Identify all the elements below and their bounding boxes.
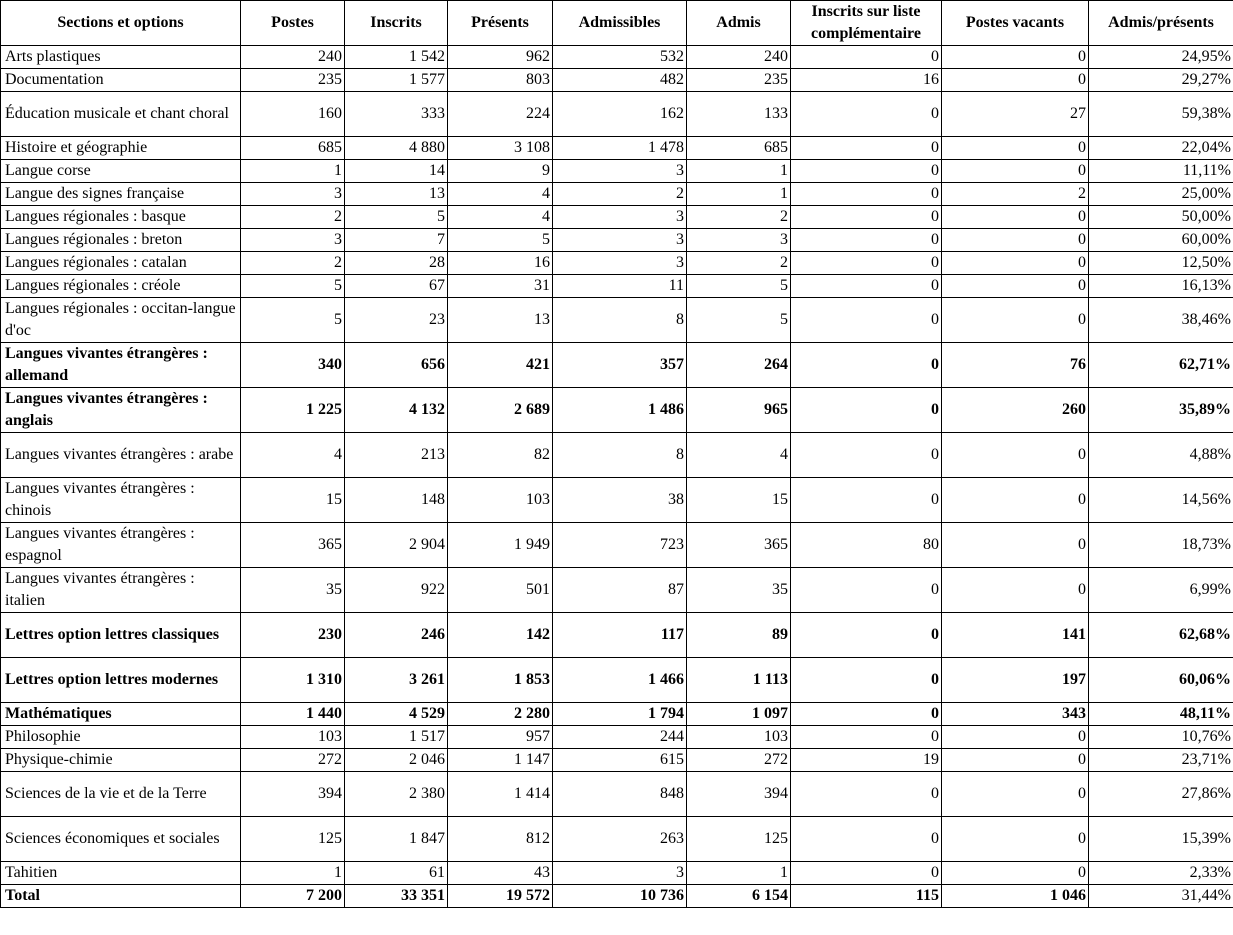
value-cell: 61	[345, 862, 448, 885]
table-row	[1, 817, 1233, 862]
value-cell: 1 517	[345, 726, 448, 749]
value-cell: 1 310	[241, 658, 345, 703]
value-cell: 2	[241, 206, 345, 229]
value-cell: 1 147	[448, 749, 553, 772]
value-cell: 0	[791, 298, 942, 343]
col-header-admis: Admis	[687, 1, 791, 46]
value-cell: 365	[687, 523, 791, 568]
value-cell: 16	[791, 69, 942, 92]
table-row	[1, 69, 1233, 92]
value-cell: 15,39%	[1089, 817, 1233, 862]
value-cell: 62,68%	[1089, 613, 1233, 658]
value-cell: 615	[553, 749, 687, 772]
value-cell: 5	[448, 229, 553, 252]
section-name-cell: Langue des signes française	[1, 183, 241, 206]
table-row	[1, 523, 1233, 568]
value-cell: 103	[241, 726, 345, 749]
total-cell: 7 200	[241, 885, 345, 908]
value-cell: 25,00%	[1089, 183, 1233, 206]
total-cell: 6 154	[687, 885, 791, 908]
value-cell: 365	[241, 523, 345, 568]
value-cell: 13	[345, 183, 448, 206]
table-row	[1, 433, 1233, 478]
value-cell: 3	[553, 252, 687, 275]
value-cell: 0	[942, 137, 1089, 160]
col-header-admissibles: Admissibles	[553, 1, 687, 46]
table-row	[1, 160, 1233, 183]
section-name-cell: Langues vivantes étrangères : allemand	[1, 343, 241, 388]
value-cell: 1	[687, 160, 791, 183]
value-cell: 87	[553, 568, 687, 613]
table-row	[1, 298, 1233, 343]
value-cell: 11,11%	[1089, 160, 1233, 183]
table-row	[1, 703, 1233, 726]
value-cell: 4	[448, 206, 553, 229]
value-cell: 656	[345, 343, 448, 388]
value-cell: 340	[241, 343, 345, 388]
value-cell: 0	[791, 817, 942, 862]
value-cell: 264	[687, 343, 791, 388]
value-cell: 4,88%	[1089, 433, 1233, 478]
value-cell: 10,76%	[1089, 726, 1233, 749]
total-label: Total	[1, 885, 241, 908]
table-row	[1, 478, 1233, 523]
value-cell: 38	[553, 478, 687, 523]
table-row	[1, 613, 1233, 658]
value-cell: 263	[553, 817, 687, 862]
value-cell: 3	[241, 229, 345, 252]
value-cell: 848	[553, 772, 687, 817]
value-cell: 19	[791, 749, 942, 772]
value-cell: 2 280	[448, 703, 553, 726]
value-cell: 957	[448, 726, 553, 749]
value-cell: 1 949	[448, 523, 553, 568]
value-cell: 103	[448, 478, 553, 523]
section-name-cell: Éducation musicale et chant choral	[1, 92, 241, 137]
value-cell: 3 108	[448, 137, 553, 160]
section-name-cell: Langues vivantes étrangères : chinois	[1, 478, 241, 523]
table-row	[1, 183, 1233, 206]
value-cell: 2 046	[345, 749, 448, 772]
value-cell: 59,38%	[1089, 92, 1233, 137]
value-cell: 1 486	[553, 388, 687, 433]
value-cell: 685	[687, 137, 791, 160]
value-cell: 76	[942, 343, 1089, 388]
value-cell: 6,99%	[1089, 568, 1233, 613]
value-cell: 3	[241, 183, 345, 206]
value-cell: 421	[448, 343, 553, 388]
value-cell: 18,73%	[1089, 523, 1233, 568]
value-cell: 5	[241, 275, 345, 298]
section-name-cell: Langues vivantes étrangères : italien	[1, 568, 241, 613]
value-cell: 246	[345, 613, 448, 658]
value-cell: 235	[241, 69, 345, 92]
table-row	[1, 772, 1233, 817]
value-cell: 1 847	[345, 817, 448, 862]
value-cell: 1	[241, 862, 345, 885]
value-cell: 5	[345, 206, 448, 229]
col-header-sections: Sections et options	[1, 1, 241, 46]
col-header-presents: Présents	[448, 1, 553, 46]
value-cell: 7	[345, 229, 448, 252]
value-cell: 0	[942, 478, 1089, 523]
value-cell: 148	[345, 478, 448, 523]
table-row	[1, 568, 1233, 613]
value-cell: 3	[553, 160, 687, 183]
value-cell: 0	[791, 92, 942, 137]
table-row	[1, 862, 1233, 885]
value-cell: 0	[791, 862, 942, 885]
value-cell: 8	[553, 433, 687, 478]
value-cell: 197	[942, 658, 1089, 703]
value-cell: 4 529	[345, 703, 448, 726]
value-cell: 3	[553, 862, 687, 885]
value-cell: 12,50%	[1089, 252, 1233, 275]
value-cell: 803	[448, 69, 553, 92]
value-cell: 43	[448, 862, 553, 885]
value-cell: 0	[942, 206, 1089, 229]
value-cell: 357	[553, 343, 687, 388]
section-name-cell: Sciences de la vie et de la Terre	[1, 772, 241, 817]
value-cell: 82	[448, 433, 553, 478]
value-cell: 24,95%	[1089, 46, 1233, 69]
value-cell: 2,33%	[1089, 862, 1233, 885]
value-cell: 0	[942, 229, 1089, 252]
section-name-cell: Lettres option lettres classiques	[1, 613, 241, 658]
section-name-cell: Langues régionales : occitan-langue d'oc	[1, 298, 241, 343]
value-cell: 27,86%	[1089, 772, 1233, 817]
value-cell: 0	[791, 703, 942, 726]
table-row	[1, 726, 1233, 749]
value-cell: 15	[241, 478, 345, 523]
value-cell: 482	[553, 69, 687, 92]
value-cell: 1	[687, 183, 791, 206]
value-cell: 2	[553, 183, 687, 206]
value-cell: 0	[942, 46, 1089, 69]
value-cell: 0	[791, 46, 942, 69]
total-cell: 1 046	[942, 885, 1089, 908]
value-cell: 13	[448, 298, 553, 343]
value-cell: 4	[687, 433, 791, 478]
value-cell: 333	[345, 92, 448, 137]
value-cell: 2 689	[448, 388, 553, 433]
value-cell: 3 261	[345, 658, 448, 703]
value-cell: 1 542	[345, 46, 448, 69]
value-cell: 1 466	[553, 658, 687, 703]
value-cell: 1 225	[241, 388, 345, 433]
col-header-postes: Postes	[241, 1, 345, 46]
value-cell: 62,71%	[1089, 343, 1233, 388]
value-cell: 80	[791, 523, 942, 568]
section-name-cell: Langues régionales : catalan	[1, 252, 241, 275]
value-cell: 0	[791, 137, 942, 160]
value-cell: 4 132	[345, 388, 448, 433]
total-cell: 10 736	[553, 885, 687, 908]
value-cell: 141	[942, 613, 1089, 658]
value-cell: 133	[687, 92, 791, 137]
value-cell: 125	[241, 817, 345, 862]
value-cell: 16	[448, 252, 553, 275]
value-cell: 50,00%	[1089, 206, 1233, 229]
table-row	[1, 229, 1233, 252]
table-row	[1, 388, 1233, 433]
value-cell: 0	[942, 298, 1089, 343]
value-cell: 23	[345, 298, 448, 343]
value-cell: 14	[345, 160, 448, 183]
value-cell: 0	[942, 252, 1089, 275]
section-name-cell: Langues régionales : créole	[1, 275, 241, 298]
value-cell: 23,71%	[1089, 749, 1233, 772]
value-cell: 812	[448, 817, 553, 862]
total-cell: 31,44%	[1089, 885, 1233, 908]
value-cell: 0	[791, 183, 942, 206]
table-row	[1, 252, 1233, 275]
value-cell: 35,89%	[1089, 388, 1233, 433]
value-cell: 28	[345, 252, 448, 275]
col-header-inscrits: Inscrits	[345, 1, 448, 46]
value-cell: 9	[448, 160, 553, 183]
value-cell: 0	[791, 772, 942, 817]
value-cell: 35	[241, 568, 345, 613]
section-name-cell: Langues vivantes étrangères : anglais	[1, 388, 241, 433]
value-cell: 8	[553, 298, 687, 343]
value-cell: 965	[687, 388, 791, 433]
value-cell: 0	[791, 252, 942, 275]
value-cell: 1 113	[687, 658, 791, 703]
value-cell: 962	[448, 46, 553, 69]
section-name-cell: Documentation	[1, 69, 241, 92]
value-cell: 60,06%	[1089, 658, 1233, 703]
value-cell: 230	[241, 613, 345, 658]
section-name-cell: Langues vivantes étrangères : arabe	[1, 433, 241, 478]
value-cell: 1 478	[553, 137, 687, 160]
value-cell: 142	[448, 613, 553, 658]
value-cell: 27	[942, 92, 1089, 137]
value-cell: 0	[791, 726, 942, 749]
value-cell: 0	[791, 343, 942, 388]
col-header-liste-complementaire: Inscrits sur liste complémentaire	[791, 1, 942, 46]
value-cell: 0	[791, 613, 942, 658]
value-cell: 723	[553, 523, 687, 568]
value-cell: 213	[345, 433, 448, 478]
value-cell: 1 577	[345, 69, 448, 92]
value-cell: 48,11%	[1089, 703, 1233, 726]
value-cell: 2	[687, 252, 791, 275]
section-name-cell: Tahitien	[1, 862, 241, 885]
value-cell: 2 904	[345, 523, 448, 568]
value-cell: 2	[241, 252, 345, 275]
value-cell: 5	[687, 275, 791, 298]
table-header	[1, 1, 1233, 46]
value-cell: 260	[942, 388, 1089, 433]
section-name-cell: Langues régionales : basque	[1, 206, 241, 229]
value-cell: 11	[553, 275, 687, 298]
section-name-cell: Langues vivantes étrangères : espagnol	[1, 523, 241, 568]
value-cell: 125	[687, 817, 791, 862]
value-cell: 272	[687, 749, 791, 772]
value-cell: 1 794	[553, 703, 687, 726]
section-name-cell: Histoire et géographie	[1, 137, 241, 160]
value-cell: 240	[241, 46, 345, 69]
value-cell: 2 380	[345, 772, 448, 817]
value-cell: 1	[241, 160, 345, 183]
value-cell: 0	[791, 433, 942, 478]
value-cell: 532	[553, 46, 687, 69]
table-row	[1, 343, 1233, 388]
value-cell: 89	[687, 613, 791, 658]
value-cell: 240	[687, 46, 791, 69]
table-row	[1, 137, 1233, 160]
value-cell: 0	[942, 772, 1089, 817]
value-cell: 0	[791, 206, 942, 229]
value-cell: 38,46%	[1089, 298, 1233, 343]
value-cell: 0	[942, 433, 1089, 478]
table-body	[1, 46, 1233, 908]
value-cell: 60,00%	[1089, 229, 1233, 252]
value-cell: 0	[791, 160, 942, 183]
value-cell: 0	[791, 478, 942, 523]
header-row	[1, 1, 1233, 46]
value-cell: 2	[687, 206, 791, 229]
value-cell: 4	[241, 433, 345, 478]
value-cell: 29,27%	[1089, 69, 1233, 92]
value-cell: 103	[687, 726, 791, 749]
value-cell: 0	[942, 275, 1089, 298]
value-cell: 0	[791, 229, 942, 252]
value-cell: 1 440	[241, 703, 345, 726]
table-row	[1, 46, 1233, 69]
table-row	[1, 275, 1233, 298]
section-name-cell: Lettres option lettres modernes	[1, 658, 241, 703]
value-cell: 3	[553, 206, 687, 229]
value-cell: 4	[448, 183, 553, 206]
value-cell: 0	[942, 726, 1089, 749]
value-cell: 1	[687, 862, 791, 885]
value-cell: 2	[942, 183, 1089, 206]
value-cell: 1 097	[687, 703, 791, 726]
value-cell: 501	[448, 568, 553, 613]
section-name-cell: Philosophie	[1, 726, 241, 749]
value-cell: 0	[942, 69, 1089, 92]
value-cell: 0	[791, 568, 942, 613]
value-cell: 4 880	[345, 137, 448, 160]
value-cell: 162	[553, 92, 687, 137]
value-cell: 5	[241, 298, 345, 343]
value-cell: 394	[241, 772, 345, 817]
value-cell: 117	[553, 613, 687, 658]
table-row	[1, 749, 1233, 772]
value-cell: 343	[942, 703, 1089, 726]
total-cell: 33 351	[345, 885, 448, 908]
value-cell: 22,04%	[1089, 137, 1233, 160]
section-name-cell: Langues régionales : breton	[1, 229, 241, 252]
value-cell: 922	[345, 568, 448, 613]
value-cell: 272	[241, 749, 345, 772]
value-cell: 15	[687, 478, 791, 523]
value-cell: 0	[942, 523, 1089, 568]
value-cell: 235	[687, 69, 791, 92]
value-cell: 67	[345, 275, 448, 298]
value-cell: 5	[687, 298, 791, 343]
value-cell: 0	[791, 658, 942, 703]
value-cell: 35	[687, 568, 791, 613]
total-cell: 19 572	[448, 885, 553, 908]
total-cell: 115	[791, 885, 942, 908]
value-cell: 0	[942, 749, 1089, 772]
value-cell: 3	[687, 229, 791, 252]
value-cell: 0	[791, 388, 942, 433]
table-row	[1, 658, 1233, 703]
col-header-postes-vacants: Postes vacants	[942, 1, 1089, 46]
value-cell: 31	[448, 275, 553, 298]
section-name-cell: Langue corse	[1, 160, 241, 183]
value-cell: 0	[791, 275, 942, 298]
value-cell: 0	[942, 817, 1089, 862]
value-cell: 14,56%	[1089, 478, 1233, 523]
value-cell: 16,13%	[1089, 275, 1233, 298]
value-cell: 224	[448, 92, 553, 137]
value-cell: 3	[553, 229, 687, 252]
value-cell: 1 414	[448, 772, 553, 817]
section-name-cell: Mathématiques	[1, 703, 241, 726]
col-header-admis-presents: Admis/présents	[1089, 1, 1233, 46]
value-cell: 394	[687, 772, 791, 817]
table-row	[1, 92, 1233, 137]
value-cell: 0	[942, 862, 1089, 885]
value-cell: 1 853	[448, 658, 553, 703]
value-cell: 244	[553, 726, 687, 749]
value-cell: 160	[241, 92, 345, 137]
total-row	[1, 885, 1233, 908]
value-cell: 685	[241, 137, 345, 160]
value-cell: 0	[942, 160, 1089, 183]
section-name-cell: Sciences économiques et sociales	[1, 817, 241, 862]
section-name-cell: Physique-chimie	[1, 749, 241, 772]
section-name-cell: Arts plastiques	[1, 46, 241, 69]
value-cell: 0	[942, 568, 1089, 613]
table-row	[1, 206, 1233, 229]
